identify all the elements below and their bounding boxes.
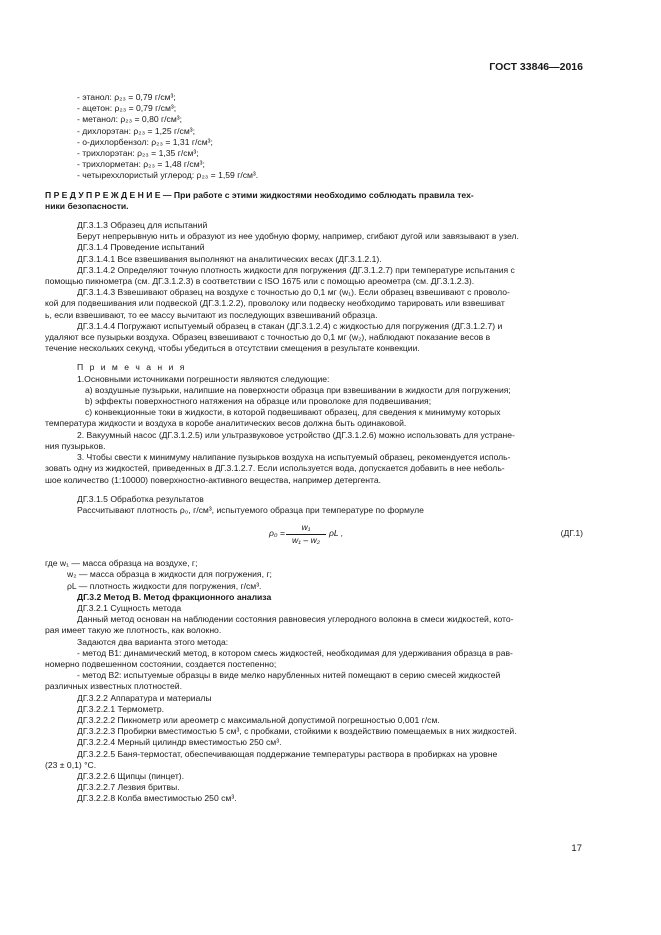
paragraph: течение нескольких секунд, чтобы убедиться в отсутствии смещения в результате конвекции. — [45, 343, 420, 354]
paragraph: удаляют все пузырьки воздуха. Образец взвешивают с точностью до 0,1 мг (w₂), наблюдают показание весов в — [45, 332, 491, 343]
list-item: - дихлорэтан: ρ₂₃ = 1,25 г/см³; — [77, 125, 195, 136]
method-line: ДГ.3.2.2.7 Лезвия бритвы. — [77, 782, 180, 793]
method-line: ДГ.3.2.2 Аппаратура и материалы — [77, 692, 212, 703]
method-b-block — [45, 591, 583, 805]
note-line: температура жидкости и воздуха в коробе аналитических весов должна быть одинаковой. — [45, 418, 407, 429]
notes-block — [45, 362, 583, 485]
paragraph: ДГ.3.1.4.2 Определяют точную плотность жидкости для погружения (ДГ.3.1.2.7) при температуре испытания с — [77, 264, 515, 275]
formula-number: (ДГ.1) — [560, 528, 583, 539]
paragraph: ДГ.3.1.4.3 Взвешивают образец на воздухе с точностью до 0,1 мг (w₁). Если образец взвешивают с проволо- — [77, 287, 510, 298]
warning-paragraph — [45, 190, 583, 201]
paragraph: кой для подвешивания или подвеской (ДГ.3.1.2.2), проволоку или подвеску необходимо тарировать или взвешиват — [45, 298, 505, 309]
formula-fraction — [286, 522, 326, 546]
list-item: - ацетон: ρ₂₃ = 0,79 г/см³; — [77, 103, 177, 114]
where-line: где w₁ — масса образца на воздухе, г; — [45, 558, 198, 569]
warning-label: П Р Е Д У П Р Е Ж Д Е Н И Е — [45, 189, 161, 200]
page-content — [45, 92, 583, 805]
method-line: ДГ.3.2.2.5 Баня-термостат, обеспечивающая поддержание температуры раствора в пробирках на уровне — [77, 748, 498, 759]
method-line: ДГ.3.2.1 Сущность метода — [77, 602, 182, 613]
paragraph: ь, если взвешивают, то ее массу вычитают из последующих взвешиваний образца. — [45, 309, 378, 320]
note-line: 1.Основными источниками погрешности являются следующие: — [77, 373, 330, 384]
note-line: шое количество (1:10000) поверхностно-активного вещества, например детергента. — [45, 474, 382, 485]
note-line: зовать одну из жидкостей, приведенных в ДГ.3.1.2.7. Если используется вода, допускается добавить в нее неболь- — [45, 463, 505, 474]
note-line: ния пузырьков. — [45, 440, 106, 451]
method-line: ДГ.3.2.2.1 Термометр. — [77, 703, 164, 714]
warning-text-cont: ники безопасности. — [45, 200, 129, 211]
section-heading: ДГ.3.1.3 Образец для испытаний — [77, 220, 208, 231]
section-heading: ДГ.3.2 Метод В. Метод фракционного анализа — [77, 591, 272, 602]
note-line: 2. Вакуумный насос (ДГ.3.1.2.5) или ультразвуковое устройство (ДГ.3.1.2.6) можно использовать для устране- — [77, 429, 515, 440]
paragraph: ДГ.3.1.4.4 Погружают испытуемый образец в стакан (ДГ.3.1.2.4) с жидкостью для погружения (ДГ.3.1.2.7) и — [77, 320, 503, 331]
method-line: ДГ.3.2.2.8 Колба вместимостью 250 см³. — [77, 793, 237, 804]
paragraph: помощью пикнометра (см. ДГ.3.1.2.3) в соответствии с ISO 1675 или с помощью ареометра (см. ДГ.3.1.2.3). — [45, 276, 475, 287]
list-item: - метанол: ρ₂₃ = 0,80 г/см³; — [77, 114, 183, 125]
method-line: (23 ± 0,1) °С. — [45, 759, 97, 770]
note-line: a) воздушные пузырьки, налипшие на поверхности образца при взвешивании в жидкости для погружения; — [85, 384, 511, 395]
formula-numerator: w₁ — [286, 522, 326, 535]
note-line: c) конвекционные токи в жидкости, в которой подвешивают образец, для сведения к минимуму которых — [85, 407, 501, 418]
section-heading: ДГ.3.1.5 Обработка результатов — [77, 493, 204, 504]
section-heading: ДГ.3.1.4 Проведение испытаний — [77, 242, 205, 253]
formula-dg1 — [77, 524, 583, 552]
list-item: - этанол: ρ₂₃ = 0,79 г/см³; — [77, 92, 176, 102]
method-line: ДГ.3.2.2.3 Пробирки вместимостью 5 см³, с пробками, стойкими к воздействию помещаемых в них жидкостей. — [77, 726, 517, 737]
list-item: - трихлорэтан: ρ₂₃ = 1,35 г/см³; — [77, 148, 199, 159]
paragraph: ДГ.3.1.4.1 Все взвешивания выполняют на аналитических весах (ДГ.3.1.2.1). — [77, 253, 382, 264]
method-line: номерно подвешенном состоянии, создается постепенно; — [45, 658, 277, 669]
where-line: w₂ — масса образца в жидкости для погружения, г; — [67, 569, 272, 580]
method-line: - метод В2: испытуемые образцы в виде мелко нарубленных нитей помещают в серию смесей жидкостей — [77, 670, 501, 681]
method-line: рая имеет такую же плотность, как волокно. — [45, 625, 222, 636]
list-item: - четыреххлористый углерод: ρ₂₃ = 1,59 г/см³. — [77, 170, 259, 181]
notes-label: П р и м е ч а н и я — [77, 362, 187, 373]
page-number: 17 — [571, 843, 582, 854]
list-item: - трихлорметан: ρ₂₃ = 1,48 г/см³; — [77, 159, 205, 170]
method-line: ДГ.3.2.2.4 Мерный цилиндр вместимостью 250 см³. — [77, 737, 282, 748]
method-line: - метод В1: динамический метод, в котором смесь жидкостей, необходимая для удерживания образца в рав- — [77, 647, 513, 658]
formula-denominator: w₁ – w₂ — [292, 535, 320, 546]
density-list — [77, 92, 583, 182]
method-line: ДГ.3.2.2.6 Щипцы (пинцет). — [77, 770, 185, 781]
formula-lhs: ρ₀ = — [269, 528, 285, 539]
note-line: b) эффекты поверхностного натяжения на образце или проволоке для подвешивания; — [85, 396, 432, 407]
note-line: 3. Чтобы свести к минимуму налипание пузырьков воздуха на испытуемый образец, рекомендуется исполь- — [77, 452, 511, 463]
warning-text: — При работе с этими жидкостями необходимо соблюдать правила тех- — [160, 189, 474, 200]
method-line: различных известных плотностей. — [45, 681, 182, 692]
list-item: - о-дихлорбензол: ρ₂₃ = 1,31 г/см³; — [77, 136, 213, 147]
paragraph: Берут непрерывную нить и образуют из нее удобную форму, например, сгибают дугой или завязывают в узел. — [77, 231, 519, 242]
formula-rest: ρL , — [329, 528, 344, 539]
test-section — [45, 220, 583, 354]
calc-block — [77, 494, 583, 516]
method-line: Задаются два варианта этого метода: — [77, 636, 229, 647]
standard-header: ГОСТ 33846—2016 — [489, 61, 583, 73]
where-line: ρL — плотность жидкости для погружения, г/см³. — [67, 580, 262, 591]
paragraph: Рассчитывают плотность ρ₀, г/см³, испытуемого образца при температуре по формуле — [77, 504, 424, 515]
method-line: Данный метод основан на наблюдении состояния равновесия углеродного волокна в смеси жидкостей, кото- — [77, 614, 514, 625]
method-line: ДГ.3.2.2.2 Пикнометр или ареометр с максимальной допустимой погрешностью 0,001 г/см. — [77, 714, 440, 725]
where-block — [45, 558, 583, 592]
